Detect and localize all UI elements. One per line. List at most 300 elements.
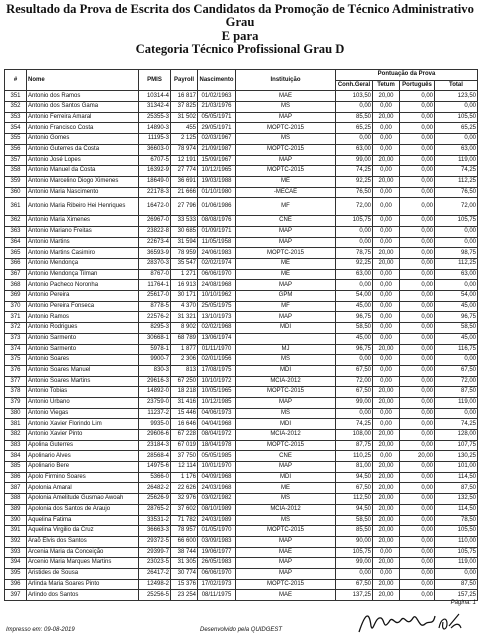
row-pmis: 22673-4 <box>139 237 171 248</box>
row-tetum: 0,00 <box>373 291 400 302</box>
row-tetum: 20,00 <box>373 504 400 515</box>
row-nome: Apolinario Bere <box>27 462 139 473</box>
row-payroll: 36 691 <box>171 176 198 187</box>
row-nascimento: 06/06/1970 <box>198 568 236 579</box>
row-nome: Antonio Ferreira Amaral <box>27 112 139 123</box>
row-portugues: 0,00 <box>400 123 435 134</box>
row-instituicao: ME <box>236 259 336 270</box>
row-payroll: 37 825 <box>171 102 198 113</box>
row-portugues: 0,00 <box>400 547 435 558</box>
row-total: 119,00 <box>435 558 478 569</box>
row-payroll: 67 019 <box>171 440 198 451</box>
row-total: 87,50 <box>435 387 478 398</box>
row-tetum: 0,00 <box>373 547 400 558</box>
row-instituicao: -MECAE <box>236 187 336 198</box>
row-tetum: 0,00 <box>373 451 400 462</box>
row-instituicao <box>236 333 336 344</box>
row-total: 119,00 <box>435 397 478 408</box>
row-total: 130,25 <box>435 451 478 462</box>
row-pmis: 6707-5 <box>139 155 171 166</box>
row-portugues: 0,00 <box>400 590 435 601</box>
row-portugues: 0,00 <box>400 323 435 334</box>
row-conh-geral: 85,50 <box>336 112 373 123</box>
row-tetum: 20,00 <box>373 176 400 187</box>
row-portugues: 0,00 <box>400 568 435 579</box>
row-tetum: 20,00 <box>373 590 400 601</box>
row-pmis: 16472-0 <box>139 198 171 216</box>
row-pmis: 14975-6 <box>139 462 171 473</box>
table-row <box>5 387 478 398</box>
row-payroll: 67 250 <box>171 376 198 387</box>
table-row <box>5 419 478 430</box>
row-pmis: 5978-1 <box>139 344 171 355</box>
row-pmis: 25617-0 <box>139 291 171 302</box>
table-row <box>5 333 478 344</box>
row-tetum: 20,00 <box>373 494 400 505</box>
row-nascimento: 08/08/1976 <box>198 216 236 227</box>
row-payroll: 78 957 <box>171 526 198 537</box>
row-portugues: 0,00 <box>400 280 435 291</box>
row-tetum: 0,00 <box>373 280 400 291</box>
row-conh-geral: 0,00 <box>336 408 373 419</box>
row-conh-geral: 90,00 <box>336 536 373 547</box>
row-nascimento: 08/04/1972 <box>198 430 236 441</box>
row-nome: Antonio Maria Ximenes <box>27 216 139 227</box>
row-instituicao: MOPTC-2015 <box>236 440 336 451</box>
row-nome: Apolonia Amaral <box>27 483 139 494</box>
row-number: 370 <box>5 301 27 312</box>
row-payroll: 813 <box>171 365 198 376</box>
row-payroll: 16 913 <box>171 280 198 291</box>
row-nome: Antonio Soares <box>27 355 139 366</box>
row-nascimento: 02/03/1967 <box>198 134 236 145</box>
row-tetum: 20,00 <box>373 462 400 473</box>
row-nome: Antonio Francisco Costa <box>27 123 139 134</box>
row-instituicao: MS <box>236 494 336 505</box>
row-payroll: 1 877 <box>171 344 198 355</box>
row-tetum: 0,00 <box>373 365 400 376</box>
row-total: 72,00 <box>435 198 478 216</box>
row-tetum: 0,00 <box>373 408 400 419</box>
row-nascimento: 21/03/1976 <box>198 102 236 113</box>
table-row <box>5 590 478 601</box>
row-tetum: 20,00 <box>373 515 400 526</box>
row-conh-geral: 99,00 <box>336 558 373 569</box>
row-instituicao: MAP <box>236 155 336 166</box>
row-nome: Antonio Marcelino Diogo Ximenes <box>27 176 139 187</box>
row-tetum: 0,00 <box>373 355 400 366</box>
row-payroll: 15 446 <box>171 408 198 419</box>
row-pmis: 830-3 <box>139 365 171 376</box>
row-payroll: 78 974 <box>171 144 198 155</box>
row-total: 0,00 <box>435 102 478 113</box>
row-conh-geral: 92,25 <box>336 176 373 187</box>
row-conh-geral: 105,75 <box>336 547 373 558</box>
row-number: 366 <box>5 259 27 270</box>
row-tetum: 0,00 <box>373 269 400 280</box>
row-nascimento: 11/05/1958 <box>198 237 236 248</box>
row-total: 0,00 <box>435 355 478 366</box>
row-pmis: 25256-5 <box>139 590 171 601</box>
row-instituicao: MDI <box>236 323 336 334</box>
row-pmis: 30668-1 <box>139 333 171 344</box>
row-portugues: 0,00 <box>400 216 435 227</box>
row-nascimento: 26/05/1983 <box>198 558 236 569</box>
row-payroll: 8 902 <box>171 323 198 334</box>
row-instituicao: MAP <box>236 397 336 408</box>
row-instituicao: MOPTC-2015 <box>236 248 336 259</box>
row-payroll: 31 594 <box>171 237 198 248</box>
row-total: 110,00 <box>435 536 478 547</box>
row-portugues: 0,00 <box>400 102 435 113</box>
row-instituicao: MCIA-2012 <box>236 430 336 441</box>
row-tetum: 0,00 <box>373 187 400 198</box>
title-line-2: E para <box>221 28 259 43</box>
row-conh-geral: 63,00 <box>336 144 373 155</box>
row-pmis: 23759-0 <box>139 397 171 408</box>
row-instituicao: MAP <box>236 558 336 569</box>
row-portugues: 0,00 <box>400 365 435 376</box>
row-nascimento: 01/02/1963 <box>198 91 236 102</box>
row-pmis: 8295-3 <box>139 323 171 334</box>
row-portugues: 0,00 <box>400 419 435 430</box>
row-portugues: 0,00 <box>400 408 435 419</box>
row-number: 364 <box>5 237 27 248</box>
row-number: 354 <box>5 123 27 134</box>
row-portugues: 0,00 <box>400 269 435 280</box>
row-instituicao: MF <box>236 301 336 312</box>
row-instituicao: MDI <box>236 365 336 376</box>
row-nome: Antonio Soares Manuel <box>27 365 139 376</box>
col-header-total: Total <box>435 80 478 91</box>
row-instituicao: MAP <box>236 568 336 579</box>
row-number: 396 <box>5 579 27 590</box>
col-header-num: # <box>5 70 27 91</box>
row-conh-geral: 0,00 <box>336 280 373 291</box>
row-tetum: 20,00 <box>373 112 400 123</box>
row-instituicao: MAE <box>236 547 336 558</box>
row-instituicao: MCIA-2012 <box>236 376 336 387</box>
row-portugues: 0,00 <box>400 355 435 366</box>
row-pmis: 23184-3 <box>139 440 171 451</box>
row-instituicao: MAP <box>236 112 336 123</box>
row-payroll: 31 502 <box>171 112 198 123</box>
row-nome: Antonio Mendonça Tilman <box>27 269 139 280</box>
row-payroll: 22 626 <box>171 483 198 494</box>
row-instituicao: CNE <box>236 451 336 462</box>
row-total: 45,00 <box>435 333 478 344</box>
row-payroll: 23 254 <box>171 590 198 601</box>
row-tetum: 20,00 <box>373 430 400 441</box>
row-nome: Antonio Manuel da Costa <box>27 166 139 177</box>
row-nascimento: 10/10/1962 <box>198 291 236 302</box>
row-tetum: 0,00 <box>373 216 400 227</box>
row-pmis: 14892-0 <box>139 387 171 398</box>
row-tetum: 0,00 <box>373 323 400 334</box>
row-portugues: 0,00 <box>400 430 435 441</box>
row-conh-geral: 92,25 <box>336 259 373 270</box>
row-payroll: 35 547 <box>171 259 198 270</box>
row-instituicao: MOPTC-2015 <box>236 123 336 134</box>
table-row <box>5 323 478 334</box>
row-nascimento: 05/05/1985 <box>198 451 236 462</box>
row-pmis: 36663-3 <box>139 526 171 537</box>
row-conh-geral: 103,50 <box>336 91 373 102</box>
row-portugues: 0,00 <box>400 155 435 166</box>
row-conh-geral: 0,00 <box>336 102 373 113</box>
row-pmis: 28370-3 <box>139 259 171 270</box>
row-pmis: 25626-9 <box>139 494 171 505</box>
row-nascimento: 02/02/1968 <box>198 323 236 334</box>
row-number: 371 <box>5 312 27 323</box>
col-header-instituicao: Instituição <box>236 70 336 91</box>
table-row <box>5 187 478 198</box>
col-header-conh: Conh.Geral <box>336 80 373 91</box>
row-nascimento: 10/01/1970 <box>198 462 236 473</box>
row-pmis: 25355-3 <box>139 112 171 123</box>
row-conh-geral: 58,50 <box>336 323 373 334</box>
table-row <box>5 291 478 302</box>
table-row <box>5 558 478 569</box>
row-number: 367 <box>5 269 27 280</box>
row-nome: Antonio Rodrigues <box>27 323 139 334</box>
row-payroll: 455 <box>171 123 198 134</box>
row-payroll: 21 666 <box>171 187 198 198</box>
row-tetum: 20,00 <box>373 440 400 451</box>
row-instituicao: MS <box>236 134 336 145</box>
row-nome: Antonio Sarmento <box>27 344 139 355</box>
row-payroll: 31 321 <box>171 312 198 323</box>
row-number: 362 <box>5 216 27 227</box>
row-nome: Antonio Martins <box>27 237 139 248</box>
row-number: 397 <box>5 590 27 601</box>
row-instituicao: MOPTC-2015 <box>236 579 336 590</box>
row-number: 365 <box>5 248 27 259</box>
col-header-nome: Nome <box>27 70 139 91</box>
row-instituicao: MS <box>236 515 336 526</box>
table-row <box>5 123 478 134</box>
row-number: 368 <box>5 280 27 291</box>
row-total: 0,00 <box>435 408 478 419</box>
row-number: 351 <box>5 91 27 102</box>
row-conh-geral: 105,75 <box>336 216 373 227</box>
row-number: 372 <box>5 323 27 334</box>
table-row <box>5 408 478 419</box>
row-payroll: 68 789 <box>171 333 198 344</box>
row-number: 355 <box>5 134 27 145</box>
row-conh-geral: 72,00 <box>336 376 373 387</box>
row-total: 112,25 <box>435 176 478 187</box>
row-pmis: 29372-5 <box>139 536 171 547</box>
row-pmis: 23023-5 <box>139 558 171 569</box>
row-instituicao: MAP <box>236 312 336 323</box>
row-payroll: 71 782 <box>171 515 198 526</box>
row-tetum: 20,00 <box>373 155 400 166</box>
row-instituicao: ME <box>236 483 336 494</box>
table-row <box>5 134 478 145</box>
row-total: 96,75 <box>435 312 478 323</box>
row-payroll: 38 744 <box>171 547 198 558</box>
row-nome: Arlindo dos Santos <box>27 590 139 601</box>
row-nome: Antonio Guterres da Costa <box>27 144 139 155</box>
row-nascimento: 18/04/1978 <box>198 440 236 451</box>
row-tetum: 20,00 <box>373 387 400 398</box>
row-nascimento: 10/12/1985 <box>198 397 236 408</box>
row-total: 101,00 <box>435 462 478 473</box>
row-tetum: 0,00 <box>373 198 400 216</box>
row-portugues: 0,00 <box>400 291 435 302</box>
col-header-payroll: Payroll <box>171 70 198 91</box>
row-payroll: 1 176 <box>171 472 198 483</box>
row-conh-geral: 76,50 <box>336 187 373 198</box>
row-portugues: 0,00 <box>400 166 435 177</box>
row-tetum: 20,00 <box>373 344 400 355</box>
table-row <box>5 144 478 155</box>
row-instituicao: MCIA-2012 <box>236 504 336 515</box>
row-pmis: 29616-3 <box>139 376 171 387</box>
row-portugues: 0,00 <box>400 237 435 248</box>
row-tetum: 0,00 <box>373 333 400 344</box>
row-nome: Antonio Gomes <box>27 134 139 145</box>
row-nascimento: 29/05/1971 <box>198 123 236 134</box>
row-pmis: 9935-0 <box>139 419 171 430</box>
row-payroll: 2 306 <box>171 355 198 366</box>
printed-date: Impresso em: 09-08-2019 <box>6 627 75 633</box>
col-header-tetum: Tetum <box>373 80 400 91</box>
row-nascimento: 15/09/1967 <box>198 155 236 166</box>
row-total: 105,50 <box>435 526 478 537</box>
row-portugues: 0,00 <box>400 301 435 312</box>
row-portugues: 0,00 <box>400 579 435 590</box>
row-pmis: 11764-1 <box>139 280 171 291</box>
row-number: 353 <box>5 112 27 123</box>
row-conh-geral: 65,25 <box>336 123 373 134</box>
row-instituicao: MAP <box>236 280 336 291</box>
row-number: 374 <box>5 344 27 355</box>
row-instituicao: MOPTC-2015 <box>236 144 336 155</box>
col-header-pontuacao: Pontuação da Prova <box>336 70 478 81</box>
row-nome: Apolonia dos Santos de Araujo <box>27 504 139 515</box>
row-portugues: 0,00 <box>400 333 435 344</box>
row-nascimento: 19/06/1977 <box>198 547 236 558</box>
row-number: 383 <box>5 440 27 451</box>
row-tetum: 0,00 <box>373 237 400 248</box>
row-nascimento: 24/03/1968 <box>198 483 236 494</box>
row-number: 390 <box>5 515 27 526</box>
row-number: 369 <box>5 291 27 302</box>
row-nascimento: 06/06/1970 <box>198 269 236 280</box>
table-row <box>5 237 478 248</box>
row-total: 72,00 <box>435 376 478 387</box>
table-row <box>5 483 478 494</box>
table-row <box>5 280 478 291</box>
row-instituicao: MAP <box>236 226 336 237</box>
row-number: 352 <box>5 102 27 113</box>
table-row <box>5 269 478 280</box>
row-tetum: 0,00 <box>373 301 400 312</box>
row-conh-geral: 110,25 <box>336 451 373 462</box>
col-header-nascimento: Nascimento <box>198 70 236 91</box>
row-tetum: 20,00 <box>373 558 400 569</box>
row-pmis: 14890-3 <box>139 123 171 134</box>
row-pmis: 33531-2 <box>139 515 171 526</box>
row-conh-geral: 67,50 <box>336 365 373 376</box>
row-nascimento: 10/12/1965 <box>198 166 236 177</box>
row-nome: Aquelina Fatima <box>27 515 139 526</box>
row-pmis: 26417-2 <box>139 568 171 579</box>
row-nascimento: 08/11/1975 <box>198 590 236 601</box>
table-row <box>5 451 478 462</box>
row-nascimento: 03/02/1982 <box>198 494 236 505</box>
row-total: 65,25 <box>435 123 478 134</box>
row-payroll: 27 774 <box>171 166 198 177</box>
row-conh-geral: 67,50 <box>336 387 373 398</box>
row-total: 74,25 <box>435 166 478 177</box>
row-conh-geral: 0,00 <box>336 226 373 237</box>
row-portugues: 0,00 <box>400 526 435 537</box>
row-number: 388 <box>5 494 27 505</box>
row-payroll: 30 685 <box>171 226 198 237</box>
row-tetum: 0,00 <box>373 123 400 134</box>
table-row <box>5 547 478 558</box>
row-total: 114,50 <box>435 504 478 515</box>
row-total: 105,50 <box>435 112 478 123</box>
row-nome: Antonio Maria Ribeiro Hei Henriques <box>27 198 139 216</box>
col-header-pmis: PMIS <box>139 70 171 91</box>
row-payroll: 67 228 <box>171 430 198 441</box>
row-tetum: 0,00 <box>373 144 400 155</box>
row-nascimento: 17/02/1973 <box>198 579 236 590</box>
row-number: 385 <box>5 462 27 473</box>
row-tetum: 0,00 <box>373 102 400 113</box>
row-conh-geral: 0,00 <box>336 355 373 366</box>
row-portugues: 0,00 <box>400 312 435 323</box>
table-body <box>5 91 478 601</box>
row-pmis: 12498-2 <box>139 579 171 590</box>
row-payroll: 2 125 <box>171 134 198 145</box>
row-nascimento: 01/06/1986 <box>198 198 236 216</box>
row-tetum: 0,00 <box>373 376 400 387</box>
row-number: 391 <box>5 526 27 537</box>
row-number: 378 <box>5 387 27 398</box>
row-portugues: 0,00 <box>400 483 435 494</box>
row-nome: Apolinario Alves <box>27 451 139 462</box>
table-row <box>5 494 478 505</box>
row-conh-geral: 67,50 <box>336 579 373 590</box>
row-instituicao: MAP <box>236 237 336 248</box>
row-number: 376 <box>5 365 27 376</box>
row-payroll: 15 376 <box>171 579 198 590</box>
row-instituicao: MDI <box>236 472 336 483</box>
table-row <box>5 526 478 537</box>
row-portugues: 0,00 <box>400 462 435 473</box>
row-total: 63,00 <box>435 269 478 280</box>
row-nascimento: 08/10/1989 <box>198 504 236 515</box>
row-tetum: 20,00 <box>373 579 400 590</box>
row-number: 356 <box>5 144 27 155</box>
row-nascimento: 01/11/1970 <box>198 344 236 355</box>
row-tetum: 20,00 <box>373 483 400 494</box>
table-row <box>5 365 478 376</box>
table-row <box>5 440 478 451</box>
row-nascimento: 10/10/1972 <box>198 376 236 387</box>
row-portugues: 0,00 <box>400 176 435 187</box>
handwritten-signature <box>355 606 465 636</box>
row-number: 379 <box>5 397 27 408</box>
row-instituicao: GPM <box>236 291 336 302</box>
row-instituicao: MS <box>236 408 336 419</box>
row-pmis: 16392-9 <box>139 166 171 177</box>
